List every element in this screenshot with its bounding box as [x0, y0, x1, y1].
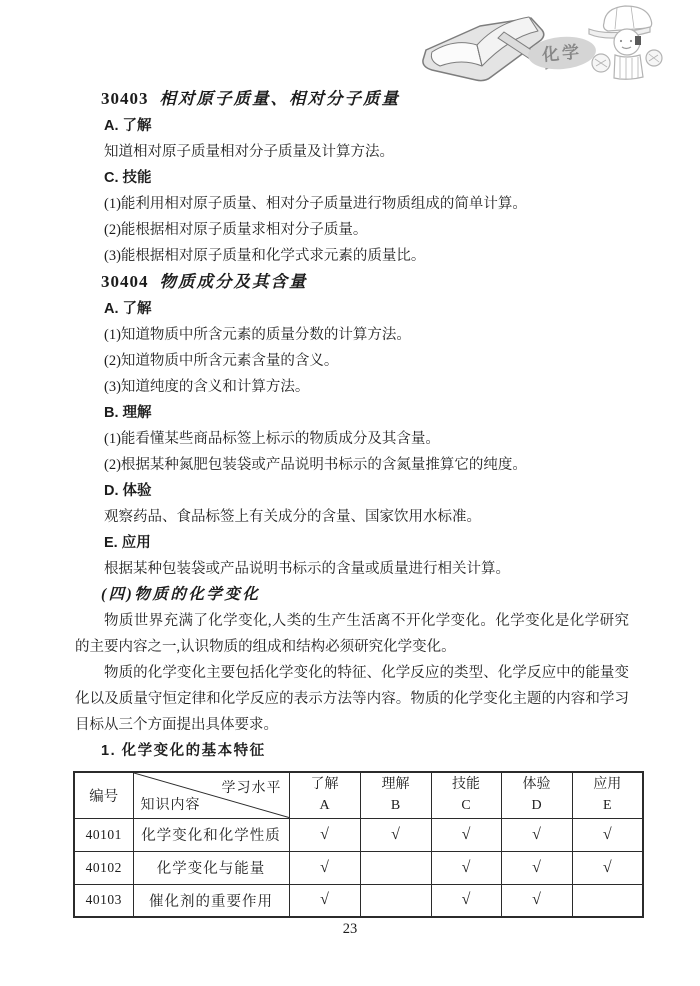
check-mark: √	[431, 884, 501, 917]
corner-label-top: 学习水平	[221, 781, 282, 796]
level-letter: B	[390, 798, 401, 814]
requirement-item: (3)能根据相对原子质量和化学式求元素的质量比。	[104, 248, 426, 264]
empty-cell	[572, 884, 643, 917]
column-header-level-b	[360, 772, 431, 818]
requirement-item: (3)知道纯度的含义和计算方法。	[104, 379, 310, 395]
check-mark: √	[289, 884, 360, 917]
page-number: 23	[342, 921, 358, 937]
level-label: D. 体验	[104, 483, 152, 499]
check-mark: √	[431, 851, 501, 884]
row-id: 40101	[74, 818, 133, 851]
level-name: 了解	[310, 777, 339, 793]
learning-level-table	[73, 771, 644, 918]
requirement-item: (1)能看懂某些商品标签上标示的物质成分及其含量。	[104, 431, 440, 447]
student-illustration	[589, 6, 662, 79]
chemistry-bubble-label: 化学	[541, 42, 583, 65]
section-code: 30404	[101, 272, 149, 291]
paragraph: 物质世界充满了化学变化,人类的生产生活离不开化学变化。化学变化是化学研究的主要内容之一,认识物质的组成和结构必须研究化学变化。	[75, 613, 629, 655]
requirement-item: (2)知道物质中所含元素含量的含义。	[104, 353, 339, 369]
row-id: 40103	[74, 884, 133, 917]
row-content: 催化剂的重要作用	[133, 884, 289, 917]
section-code: 30403	[101, 89, 149, 108]
requirement-item: (2)根据某种氮肥包装袋或产品说明书标示的含氮量推算它的纯度。	[104, 457, 527, 473]
empty-cell	[360, 884, 431, 917]
check-mark: √	[572, 818, 643, 851]
check-mark: √	[289, 851, 360, 884]
level-name: 技能	[452, 777, 480, 793]
corner-label-bottom: 知识内容	[140, 797, 201, 813]
empty-cell	[360, 851, 431, 884]
paragraph: 物质的化学变化主要包括化学变化的特征、化学反应的类型、化学反应中的能量变化以及质量守恒定律和化学反应的表示方法等内容。物质的化学变化主题的内容和学习目标从三个方面提出具体要求。	[75, 665, 629, 733]
level-letter: C	[461, 798, 471, 814]
level-letter: E	[602, 798, 612, 814]
section-title: 相对原子质量、相对分子质量	[159, 89, 400, 108]
table-corner-cell	[133, 772, 289, 818]
requirement-text: 观察药品、食品标签上有关成分的含量、国家饮用水标准。	[104, 509, 481, 525]
table-row	[74, 851, 643, 884]
section-heading-30404	[75, 269, 629, 296]
check-mark: √	[501, 851, 572, 884]
column-header-id: 编号	[74, 772, 133, 818]
section-heading-4: (四)物质的化学变化	[101, 586, 261, 603]
level-label: B. 理解	[104, 405, 152, 421]
level-name: 体验	[522, 777, 551, 793]
check-mark: √	[289, 818, 360, 851]
level-name: 理解	[381, 777, 410, 793]
row-content: 化学变化和化学性质	[133, 818, 289, 851]
table-header-row	[74, 772, 643, 818]
level-label: A. 了解	[104, 118, 152, 134]
requirement-text: 根据某种包装袋或产品说明书标示的含量或质量进行相关计算。	[104, 561, 510, 577]
level-label: A. 了解	[104, 301, 152, 317]
column-header-level-a	[289, 772, 360, 818]
check-mark: √	[501, 884, 572, 917]
requirement-item: (2)能根据相对原子质量求相对分子质量。	[104, 222, 368, 238]
check-mark: √	[431, 818, 501, 851]
header-illustration	[420, 0, 685, 92]
section-heading-30403	[75, 86, 629, 113]
level-label: E. 应用	[104, 535, 151, 551]
column-header-level-d	[501, 772, 572, 818]
level-letter: D	[531, 798, 542, 814]
check-mark: √	[501, 818, 572, 851]
row-content: 化学变化与能量	[133, 851, 289, 884]
requirement-item: (1)能利用相对原子质量、相对分子质量进行物质组成的简单计算。	[104, 196, 527, 212]
check-mark: √	[572, 851, 643, 884]
check-mark: √	[360, 818, 431, 851]
subsection-heading: 1. 化学变化的基本特征	[101, 743, 266, 759]
column-header-level-c	[431, 772, 501, 818]
level-letter: A	[319, 798, 330, 814]
table-row	[74, 818, 643, 851]
column-header-level-e	[572, 772, 643, 818]
level-label: C. 技能	[104, 170, 152, 186]
illustration-svg	[420, 0, 685, 92]
row-id: 40102	[74, 851, 133, 884]
page-content	[75, 86, 629, 918]
requirement-text: 知道相对原子质量相对分子质量及计算方法。	[104, 144, 394, 160]
section-title: 物质成分及其含量	[159, 272, 308, 291]
level-name: 应用	[593, 777, 622, 793]
table-row	[74, 884, 643, 917]
requirement-item: (1)知道物质中所含元素的质量分数的计算方法。	[104, 327, 411, 343]
